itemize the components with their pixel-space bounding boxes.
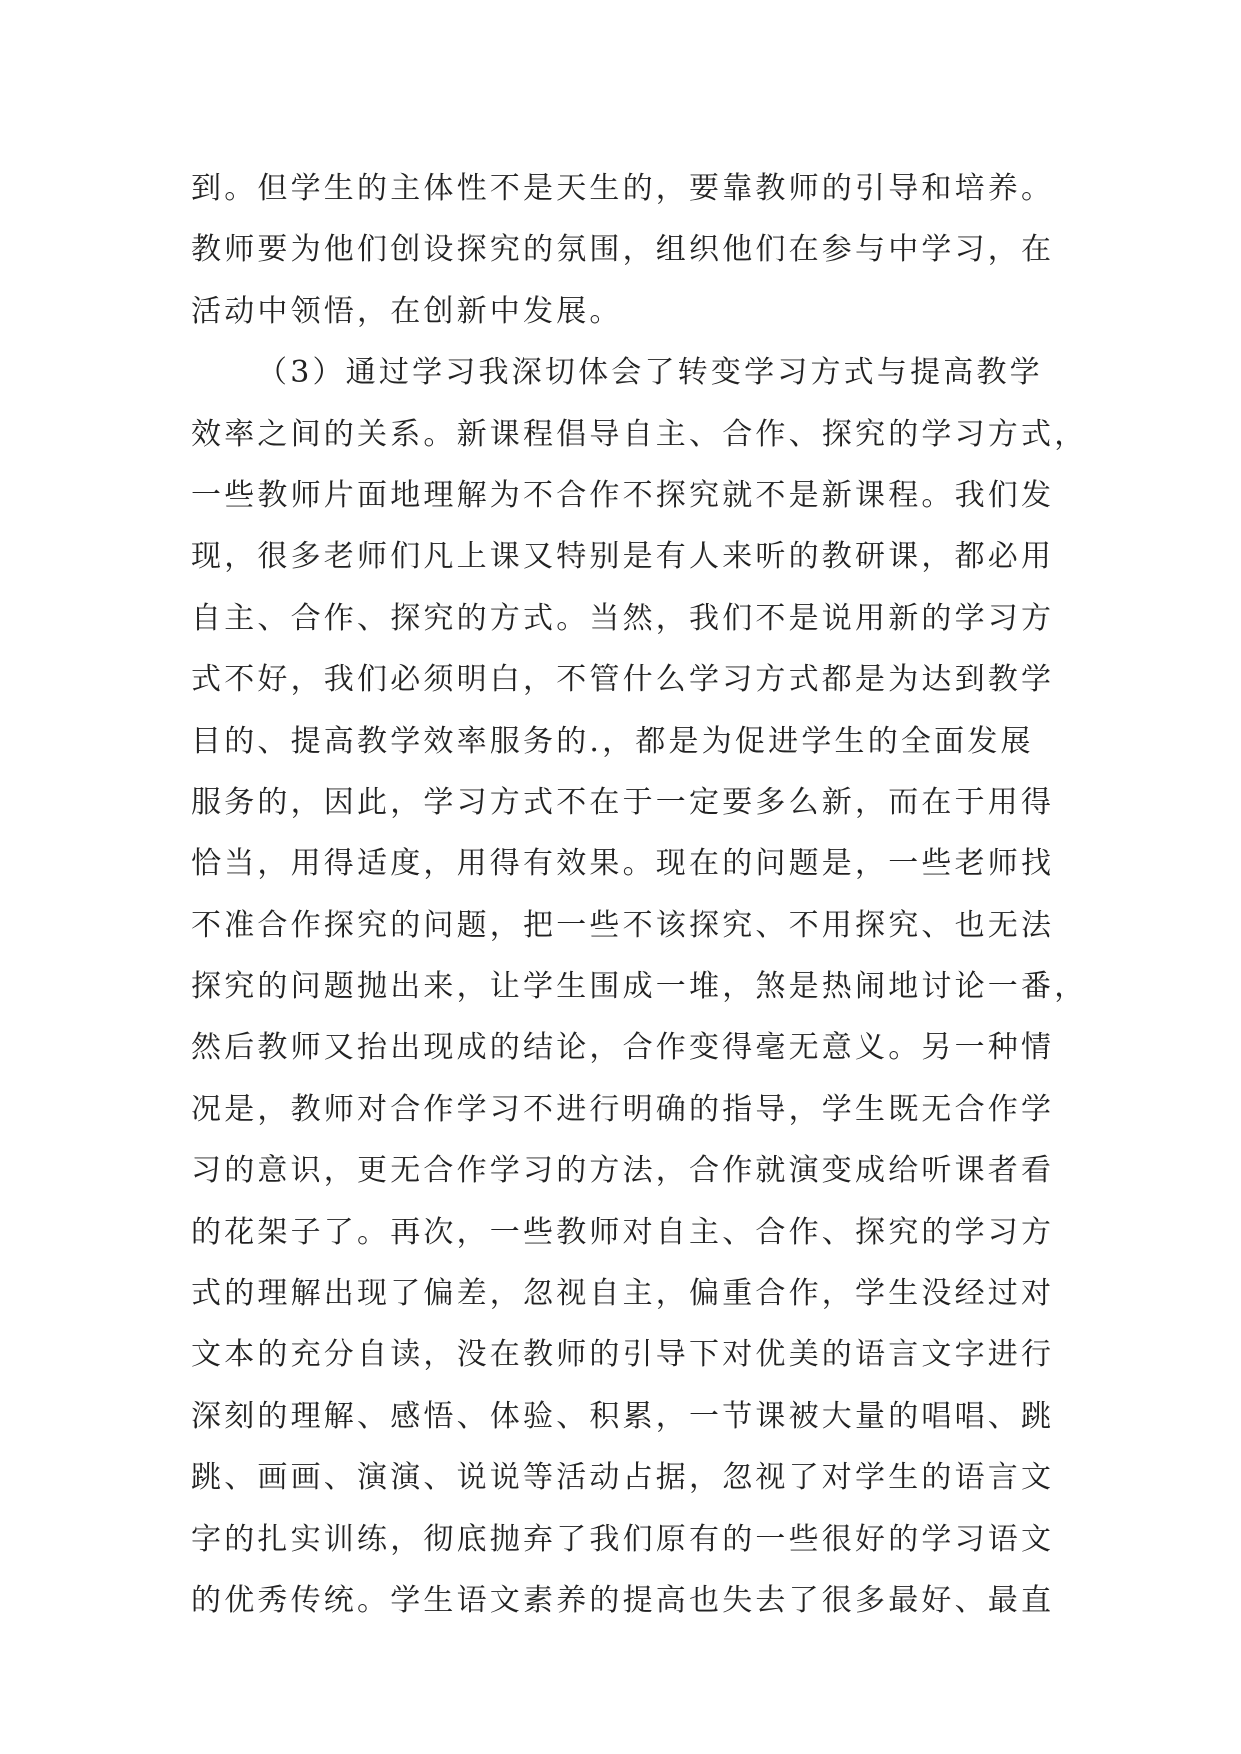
text-line: 字的扎实训练，彻底抛弃了我们原有的一些很好的学习语文 bbox=[191, 1521, 1055, 1557]
text-line: 目的、提高教学效率服务的.，都是为促进学生的全面发展 bbox=[191, 723, 1034, 759]
text-line: 教师要为他们创设探究的氛围，组织他们在参与中学习，在 bbox=[191, 232, 1055, 268]
text-line: 然后教师又抬出现成的结论，合作变得毫无意义。另一种情 bbox=[191, 1030, 1055, 1066]
text-line: 活动中领悟，在创新中发展。 bbox=[191, 293, 623, 329]
text-line: 的花架子了。再次，一些教师对自主、合作、探究的学习方 bbox=[191, 1214, 1055, 1250]
text-line: 探究的问题抛出来，让学生围成一堆，煞是热闹地讨论一番， bbox=[191, 969, 1088, 1005]
text-line: 习的意识，更无合作学习的方法，合作就演变成给听课者看 bbox=[191, 1153, 1055, 1189]
body-text bbox=[191, 158, 1088, 1631]
text-line: 效率之间的关系。新课程倡导自主、合作、探究的学习方式， bbox=[191, 416, 1088, 452]
text-line: 式不好，我们必须明白，不管什么学习方式都是为达到教学 bbox=[191, 662, 1055, 698]
text-line: 现，很多老师们凡上课又特别是有人来听的教研课，都必用 bbox=[191, 539, 1055, 575]
text-line: 不准合作探究的问题，把一些不该探究、不用探究、也无法 bbox=[191, 907, 1055, 943]
text-line: 况是，教师对合作学习不进行明确的指导，学生既无合作学 bbox=[191, 1091, 1055, 1127]
text-line: 跳、画画、演演、说说等活动占据，忽视了对学生的语言文 bbox=[191, 1460, 1055, 1496]
text-line: 一些教师片面地理解为不合作不探究就不是新课程。我们发 bbox=[191, 477, 1055, 513]
text-line: 服务的，因此，学习方式不在于一定要多么新，而在于用得 bbox=[191, 784, 1055, 820]
text-line: 的优秀传统。学生语文素养的提高也失去了很多最好、最直 bbox=[191, 1582, 1055, 1618]
text-line: 文本的充分自读，没在教师的引导下对优美的语言文字进行 bbox=[191, 1337, 1055, 1373]
text-line: 恰当，用得适度，用得有效果。现在的问题是，一些老师找 bbox=[191, 846, 1055, 882]
paragraph-start-line: （3）通过学习我深切体会了转变学习方式与提高教学 bbox=[257, 355, 1043, 391]
text-line: 深刻的理解、感悟、体验、积累，一节课被大量的唱唱、跳 bbox=[191, 1398, 1055, 1434]
text-line: 到。但学生的主体性不是天生的，要靠教师的引导和培养。 bbox=[191, 171, 1055, 206]
text-line: 式的理解出现了偏差，忽视自主，偏重合作，学生没经过对 bbox=[191, 1276, 1055, 1312]
text-line: 自主、合作、探究的方式。当然，我们不是说用新的学习方 bbox=[191, 600, 1055, 636]
